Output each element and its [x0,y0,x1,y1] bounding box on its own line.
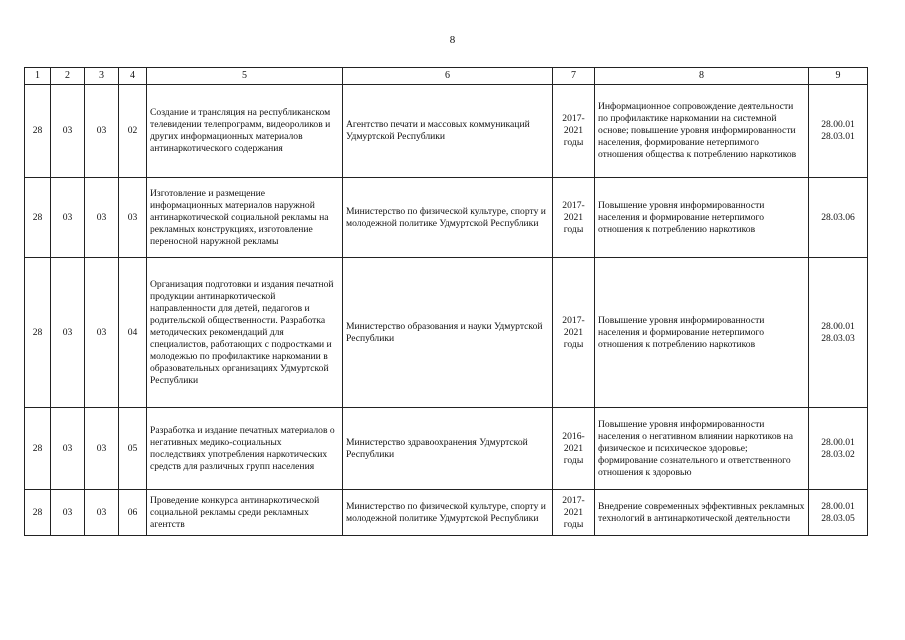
code-pp: 03 [51,408,85,490]
code-m: 05 [119,408,147,490]
indicators: 28.00.01 28.03.02 [809,408,868,490]
code-gp: 28 [25,178,51,258]
period: 2017-2021 годы [553,490,595,536]
table-row [25,408,868,490]
code-m: 06 [119,490,147,536]
code-m: 04 [119,258,147,408]
indicators: 28.00.01 28.03.05 [809,490,868,536]
table-row [25,85,868,178]
code-gp: 28 [25,490,51,536]
code-om: 03 [85,85,119,178]
header-cell: 3 [85,68,119,85]
page-number: 8 [449,34,456,46]
code-pp: 03 [51,490,85,536]
code-m: 02 [119,85,147,178]
code-gp: 28 [25,408,51,490]
code-gp: 28 [25,258,51,408]
expected-result: Повышение уровня информированности населения и формирование нетерпимого отношения к потреблению наркотиков [595,258,809,408]
expected-result: Повышение уровня информированности населения и формирование нетерпимого отношения к потреблению наркотиков [595,178,809,258]
expected-result: Информационное сопровождение деятельности по профилактике наркомании на системной основе; повышение уровня информированности населения, формирование нетерпимого отношения общества к потреблению наркотиков [595,85,809,178]
code-gp: 28 [25,85,51,178]
period: 2016-2021 годы [553,408,595,490]
event-name: Проведение конкурса антинаркотической социальной рекламы среди рекламных агентств [147,490,343,536]
table-row [25,178,868,258]
header-row [25,68,868,85]
event-name: Разработка и издание печатных материалов о негативных медико-социальных последствиях употребления наркотических средств для различных групп населения [147,408,343,490]
executor: Министерство по физической культуре, спорту и молодежной политике Удмуртской Республики [343,178,553,258]
header-cell: 9 [809,68,868,85]
code-om: 03 [85,490,119,536]
indicators: 28.03.06 [809,178,868,258]
header-cell: 1 [25,68,51,85]
code-om: 03 [85,178,119,258]
event-name: Создание и трансляция на республиканском телевидении телепрограмм, видеороликов и других информационных материалов антинаркотического содержания [147,85,343,178]
expected-result: Повышение уровня информированности населения о негативном влиянии наркотиков на физическое и психическое здоровье; формирование сознательного и ответственного отношения к здоровью [595,408,809,490]
code-pp: 03 [51,85,85,178]
executor: Министерство по физической культуре, спорту и молодежной политике Удмуртской Республики [343,490,553,536]
header-cell: 2 [51,68,85,85]
program-table [24,67,868,536]
header-cell: 5 [147,68,343,85]
period: 2017-2021 годы [553,85,595,178]
code-m: 03 [119,178,147,258]
code-pp: 03 [51,178,85,258]
period: 2017-2021 годы [553,258,595,408]
header-cell: 4 [119,68,147,85]
event-name: Изготовление и размещение информационных материалов наружной антинаркотической социальной рекламы на рекламных конструкциях, изготовление переносной наружной рекламы [147,178,343,258]
code-pp: 03 [51,258,85,408]
code-om: 03 [85,258,119,408]
executor: Министерство здравоохранения Удмуртской Республики [343,408,553,490]
period: 2017-2021 годы [553,178,595,258]
header-cell: 6 [343,68,553,85]
table-row [25,490,868,536]
header-cell: 8 [595,68,809,85]
header-cell: 7 [553,68,595,85]
indicators: 28.00.01 28.03.03 [809,258,868,408]
code-om: 03 [85,408,119,490]
table-row [25,258,868,408]
event-name: Организация подготовки и издания печатной продукции антинаркотической направленности для детей, педагогов и родительской общественности. Разработка методических рекомендаций для специалистов, работающих с подростками и молодежью по профилактике наркомании в образовательных организациях Удмуртской Республики [147,258,343,408]
expected-result: Внедрение современных эффективных рекламных технологий в антинаркотической деятельности [595,490,809,536]
executor: Министерство образования и науки Удмуртской Республики [343,258,553,408]
indicators: 28.00.01 28.03.01 [809,85,868,178]
executor: Агентство печати и массовых коммуникаций Удмуртской Республики [343,85,553,178]
